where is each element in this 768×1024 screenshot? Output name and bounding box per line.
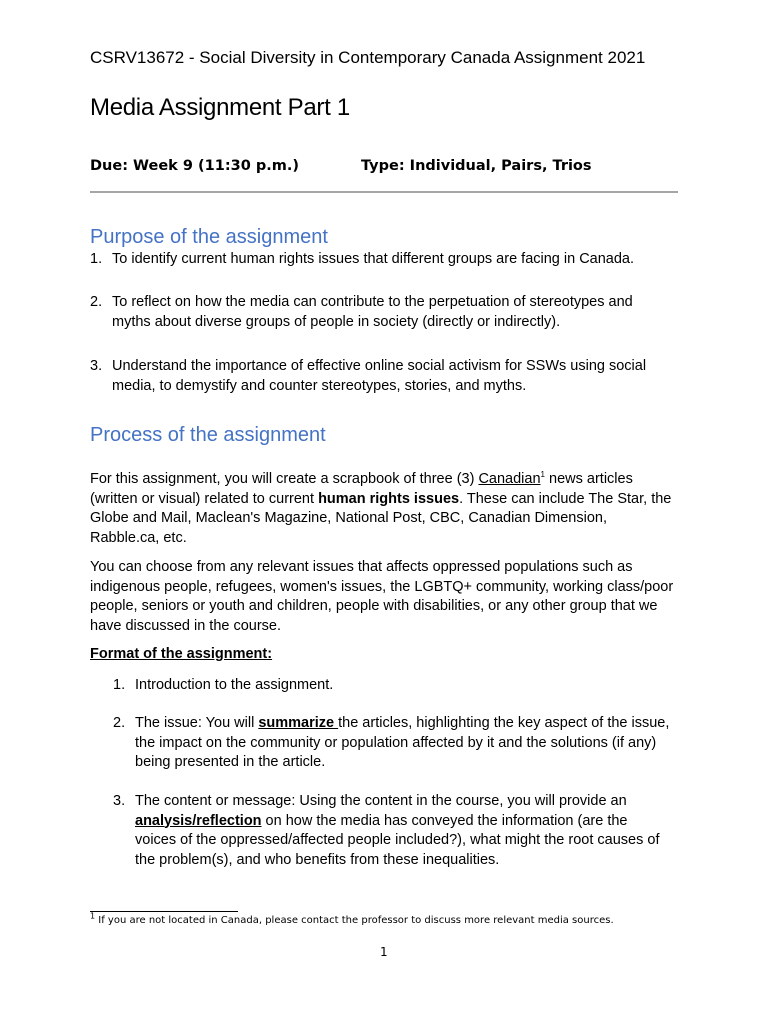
- process-paragraph-2: You can choose from any relevant issues that affects oppressed populations such as indigenous people, refugees, women's issues, the LGBTQ+ community, working class/poor people, seniors or youth and children, people with disabilities, or any other group that we have discussed in the course.: [90, 559, 674, 634]
- list-number: 3.: [90, 358, 103, 374]
- text-run: The content or message: Using the content in the course, you will provide an: [135, 793, 627, 809]
- process-paragraph-1: [90, 470, 680, 548]
- course-header: CSRV13672 - Social Diversity in Contemporary Canada Assignment 2021: [90, 48, 646, 67]
- list-number: 1.: [113, 677, 126, 693]
- purpose-heading: Purpose of the assignment: [90, 226, 328, 248]
- canadian-footnote-link[interactable]: Canadian: [478, 471, 541, 487]
- text-run: on how the media has conveyed the information (are the voices of the oppressed/affected people included?), what might the root causes of the problem(s), and who benefits from these inequalities.: [135, 812, 660, 868]
- list-number: 3.: [113, 793, 126, 809]
- text-run: news articles (written or visual) related to current: [90, 471, 633, 507]
- format-heading: Format of the assignment:: [90, 646, 273, 662]
- footnote-divider: [90, 911, 238, 912]
- list-text: [135, 792, 670, 870]
- list-text: To reflect on how the media can contribute to the perpetuation of stereotypes and myths about diverse groups of people in society (directly or indirectly).: [112, 294, 633, 330]
- list-text: [135, 714, 670, 773]
- analysis-emphasis: analysis/reflection: [135, 812, 262, 829]
- footnote: [90, 911, 614, 926]
- process-heading: Process of the assignment: [90, 424, 326, 446]
- list-text: To identify current human rights issues that different groups are facing in Canada.: [112, 251, 635, 267]
- list-number: 2.: [113, 715, 126, 731]
- list-text: Introduction to the assignment.: [135, 677, 334, 693]
- list-text: Understand the importance of effective online social activism for SSWs using social media, to demystify and counter stereotypes, stories, and myths.: [112, 358, 647, 394]
- text-run: For this assignment, you will create a scrapbook of three (3): [90, 471, 479, 487]
- due-date: Due: Week 9 (11:30 p.m.): [90, 158, 299, 174]
- list-number: 1.: [90, 251, 103, 267]
- footnote-text: If you are not located in Canada, please contact the professor to discuss more relevant media sources.: [95, 915, 614, 926]
- text-run: . These can include The Star, the Globe and Mail, Maclean's Magazine, National Post, CBC, Canadian Dimension, Rabble.ca, etc.: [90, 490, 672, 546]
- human-rights-emphasis: human rights issues: [318, 490, 460, 507]
- page-title: Media Assignment Part 1: [90, 94, 350, 121]
- text-run: the articles, highlighting the key aspect of the issue, the impact on the community or population affected by it and the solutions (if any) being presented in the article.: [135, 715, 670, 770]
- footnote-ref[interactable]: 1: [540, 470, 545, 480]
- list-number: 2.: [90, 294, 103, 310]
- header-divider: [90, 191, 678, 193]
- footnote-marker: 1: [90, 911, 96, 921]
- assignment-type: Type: Individual, Pairs, Trios: [361, 158, 592, 174]
- summarize-emphasis: summarize: [258, 715, 339, 731]
- text-run: The issue: You will: [135, 715, 259, 731]
- page-number: 1: [380, 945, 388, 959]
